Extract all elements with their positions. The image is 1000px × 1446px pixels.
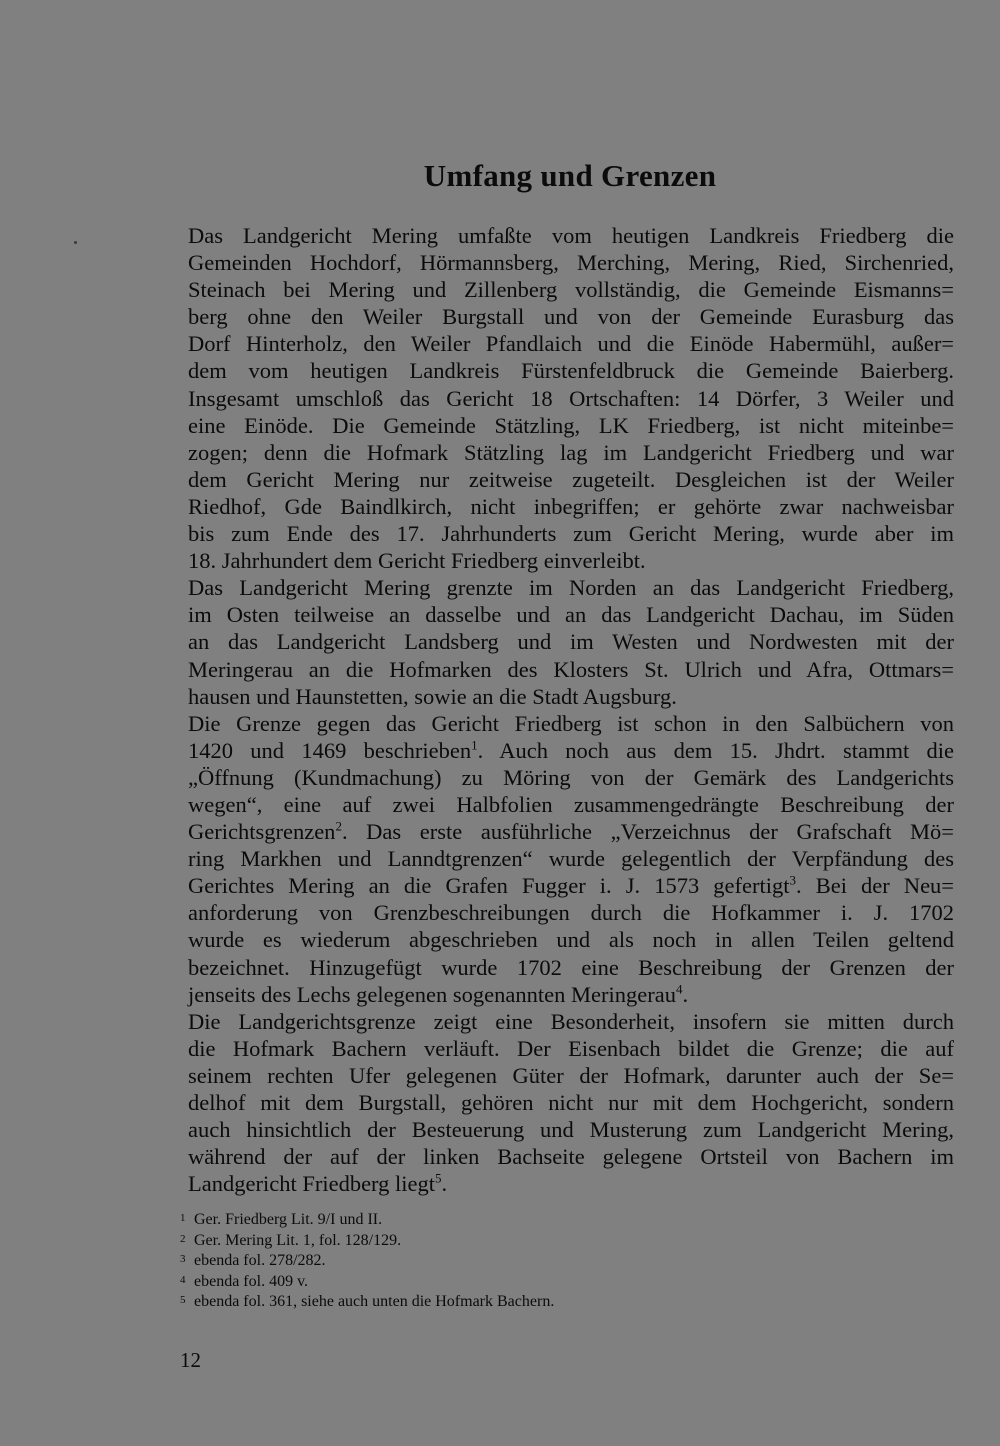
text-line — [188, 845, 954, 872]
text-line — [188, 601, 954, 628]
text-line — [188, 330, 954, 357]
text-line-content: wurde es wiederum abgeschrieben und als noch in allen Teilen geltend — [188, 927, 954, 953]
text-line-content: während der auf der linken Bachseite gelegene Ortsteil von Bachern im — [188, 1144, 954, 1170]
text-line — [188, 710, 954, 737]
text-line-content: Die Grenze gegen das Gericht Friedberg ist schon in den Salbüchern von — [188, 710, 954, 736]
footnote — [180, 1292, 740, 1313]
section-title: Umfang und Grenzen — [423, 158, 717, 193]
text-line — [188, 628, 954, 655]
text-line — [188, 1116, 954, 1143]
text-line — [188, 574, 954, 601]
footnote-number: 5 — [180, 1294, 186, 1307]
text-line-content: Die Landgerichtsgrenze zeigt eine Besonderheit, insofern sie mitten durch — [188, 1008, 954, 1034]
footnote-number: 1 — [180, 1212, 186, 1224]
text-line — [188, 954, 954, 981]
footnote-text: ebenda fol. 409 v. — [194, 1272, 309, 1290]
text-line — [188, 872, 954, 899]
text-line — [188, 303, 954, 330]
footnote-text: Ger. Mering Lit. 1, fol. 128/129. — [194, 1231, 402, 1249]
text-line-content: seinem rechten Ufer gelegenen Güter der Hofmark, darunter auch der Se= — [188, 1062, 954, 1088]
text-line — [188, 818, 954, 845]
text-line-content: auch hinsichtlich der Besteuerung und Musterung zum Landgericht Mering, — [188, 1117, 954, 1143]
text-line-content: die Hofmark Bachern verläuft. Der Eisenbach bildet die Grenze; die auf — [188, 1035, 954, 1061]
text-line-content: Das Landgericht Mering umfaßte vom heutigen Landkreis Friedberg die — [188, 223, 954, 248]
text-line — [188, 276, 954, 303]
text-line-content: Meringerau an die Hofmarken des Klosters St. Ulrich und Afra, Ottmars= — [188, 656, 954, 682]
footnote-number: 4 — [180, 1273, 186, 1286]
text-line-content: bezeichnet. Hinzugefügt wurde 1702 eine Beschreibung der Grenzen der — [188, 954, 954, 980]
text-line — [188, 1089, 954, 1116]
text-line-content: „Öffnung (Kundmachung) zu Möring von der Gemärk des Landgerichts — [188, 764, 954, 790]
page-number: 12 — [180, 1348, 201, 1372]
text-line-content: Steinach bei Mering und Zillenberg vollständig, die Gemeinde Eismanns= — [188, 277, 954, 303]
text-line-content: im Osten teilweise an dasselbe und an das Landgericht Dachau, im Süden — [188, 602, 954, 628]
text-line-content: ring Markhen und Lanndtgrenzen“ wurde gelegentlich der Verpfändung des — [188, 846, 954, 872]
footnotes — [180, 1210, 740, 1313]
text-line-content: Das Landgericht Mering grenzte im Norden an das Landgericht Friedberg, — [188, 575, 954, 601]
footnote-text: ebenda fol. 278/282. — [194, 1252, 326, 1270]
text-line — [188, 439, 954, 466]
text-line-content: an das Landgericht Landsberg und im Westen und Nordwesten mit der — [188, 629, 954, 655]
text-line — [188, 1143, 954, 1170]
text-line — [188, 466, 954, 493]
text-line-continuation: . Bei der Neu= — [796, 873, 954, 899]
text-line-continuation: . Das erste ausführliche „Verzeichnus der Grafschaft Mö= — [341, 819, 954, 845]
text-line-content: Gerichtsgrenzen — [188, 819, 336, 845]
text-line — [188, 1008, 954, 1035]
text-line — [188, 1035, 954, 1062]
text-line-content: dem vom heutigen Landkreis Fürstenfeldbruck die Gemeinde Baierberg. — [188, 358, 954, 384]
text-line-content: eine Einöde. Die Gemeinde Stätzling, LK Friedberg, ist nicht miteinbe= — [188, 412, 954, 438]
text-line — [188, 683, 954, 710]
text-line-content: Gemeinden Hochdorf, Hörmannsberg, Merching, Mering, Ried, Sirchenried, — [188, 250, 954, 276]
footnote-reference: 1 — [471, 737, 478, 753]
text-line — [188, 764, 954, 791]
text-line-content: zogen; denn die Hofmark Stätzling lag im Landgericht Friedberg und war — [188, 439, 954, 465]
text-line-continuation: . Auch noch aus dem 15. Jhdrt. stammt die — [477, 737, 954, 763]
footnote-number: 2 — [180, 1232, 186, 1245]
footnote-text: Ger. Friedberg Lit. 9/I und II. — [194, 1211, 383, 1228]
text-line — [188, 1170, 954, 1197]
text-line-content: anforderung von Grenzbeschreibungen durch die Hofkammer i. J. 1702 — [188, 900, 954, 926]
text-line-content: Dorf Hinterholz, den Weiler Pfandlaich und die Einöde Habermühl, außer= — [188, 331, 954, 357]
text-line — [188, 412, 954, 439]
text-line — [188, 222, 954, 249]
footnote — [180, 1251, 740, 1272]
text-line-continuation: . — [682, 981, 689, 1007]
text-line-content: 1420 und 1469 beschrieben — [188, 737, 472, 763]
footnote — [180, 1272, 740, 1293]
text-line-content: Gerichtes Mering an die Grafen Fugger i. J. 1573 gefertigt — [188, 873, 790, 899]
text-line — [188, 1062, 954, 1089]
text-line — [188, 981, 954, 1008]
text-line-continuation: . — [441, 1171, 448, 1197]
text-line — [188, 737, 954, 764]
body-text — [188, 222, 954, 1197]
text-line-content: 18. Jahrhundert dem Gericht Friedberg einverleibt. — [188, 548, 646, 574]
text-line-content: delhof mit dem Burgstall, gehören nicht nur mit dem Hochgericht, sondern — [188, 1090, 954, 1115]
footnote-text: ebenda fol. 361, siehe auch unten die Hofmark Bachern. — [194, 1293, 555, 1311]
text-line — [188, 493, 954, 520]
footnote — [180, 1231, 740, 1252]
text-line-content: Riedhof, Gde Baindlkirch, nicht inbegriffen; er gehörte zwar nachweisbar — [188, 493, 954, 519]
text-line — [188, 926, 954, 953]
text-line-content: wegen“, eine auf zwei Halbfolien zusammengedrängte Beschreibung der — [188, 791, 954, 817]
footnote-reference: 3 — [789, 872, 796, 888]
text-line-content: Landgericht Friedberg liegt — [188, 1171, 436, 1197]
text-line — [188, 656, 954, 683]
text-line — [188, 899, 954, 926]
text-line-content: Insgesamt umschloß das Gericht 18 Ortschaften: 14 Dörfer, 3 Weiler und — [188, 385, 954, 411]
footnote-number: 3 — [180, 1253, 186, 1266]
text-line-content: hausen und Haunstetten, sowie an die Stadt Augsburg. — [188, 683, 677, 709]
footnote-reference: 2 — [335, 818, 342, 834]
footnote — [180, 1210, 740, 1231]
text-line — [188, 357, 954, 384]
text-line — [188, 547, 954, 574]
scan-speck — [74, 241, 77, 244]
footnote-reference: 5 — [435, 1170, 442, 1186]
footnote-reference: 4 — [675, 981, 683, 997]
text-line — [188, 385, 954, 412]
text-line-content: jenseits des Lechs gelegenen sogenannten Meringerau — [188, 981, 676, 1007]
text-line — [188, 791, 954, 818]
text-line-content: berg ohne den Weiler Burgstall und von der Gemeinde Eurasburg das — [188, 304, 954, 330]
text-line — [188, 520, 954, 547]
text-line — [188, 249, 954, 276]
text-line-content: bis zum Ende des 17. Jahrhunderts zum Gericht Mering, wurde aber im — [188, 521, 954, 547]
text-line-content: dem Gericht Mering nur zeitweise zugeteilt. Desgleichen ist der Weiler — [188, 466, 954, 492]
